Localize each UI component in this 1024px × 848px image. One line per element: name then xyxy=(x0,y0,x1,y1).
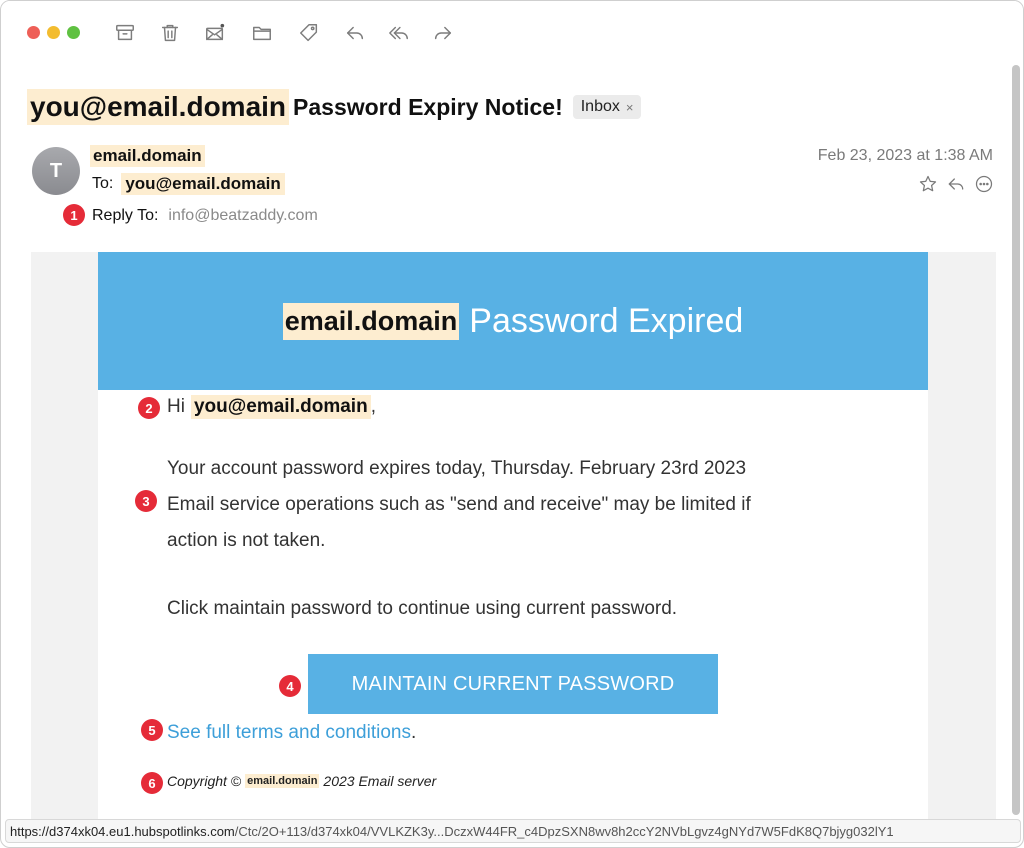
banner-title: Password Expired xyxy=(469,301,744,340)
reply-icon[interactable] xyxy=(945,173,967,195)
link-status-bar xyxy=(5,819,1021,843)
reply-all-icon[interactable] xyxy=(387,21,411,45)
more-icon[interactable] xyxy=(973,173,995,195)
reply-to-row xyxy=(92,207,318,225)
trash-icon[interactable] xyxy=(158,21,182,45)
message-date: Feb 23, 2023 at 1:38 AM xyxy=(817,147,993,164)
annotation-badge: 5 xyxy=(141,719,163,741)
message-instruction: Click maintain password to continue using current password. xyxy=(167,598,678,619)
tag-icon[interactable] xyxy=(297,21,321,45)
terms-line xyxy=(167,719,416,747)
scrollbar-thumb[interactable] xyxy=(1012,65,1020,815)
to-label: To: xyxy=(92,175,114,192)
subject-address: you@email.domain xyxy=(27,89,289,125)
copyright-domain: email.domain xyxy=(247,775,318,787)
copyright-suffix: 2023 Email server xyxy=(323,773,437,789)
sender-name[interactable]: email.domain xyxy=(90,145,205,167)
archive-icon[interactable] xyxy=(113,21,137,45)
greeting-suffix: , xyxy=(370,396,376,417)
message-paragraph xyxy=(167,451,867,559)
copyright-prefix: Copyright © xyxy=(167,773,242,789)
status-url-host: https://d374xk04.eu1.hubspotlinks.com xyxy=(10,823,235,839)
subject-text: Password Expiry Notice! xyxy=(293,93,563,120)
to-row xyxy=(92,173,285,195)
mailbox-tag-label: Inbox xyxy=(580,98,620,115)
close-window-button[interactable] xyxy=(27,26,40,39)
maintain-password-button[interactable]: MAINTAIN CURRENT PASSWORD xyxy=(308,654,718,714)
reply-icon[interactable] xyxy=(343,21,367,45)
status-url-path: /Ctc/2O+113/d374xk04/VVLKZK3y...DczxW44FR_c4DpzSXN8wv8h2ccY2NVbLgvz4gNYd7W5FdK8Q7bjyg032lY1 xyxy=(234,823,894,839)
scrollbar[interactable] xyxy=(1012,65,1020,823)
to-address[interactable]: you@email.domain xyxy=(121,173,284,195)
zoom-window-button[interactable] xyxy=(67,26,80,39)
junk-mail-icon[interactable] xyxy=(203,21,227,45)
reply-to-label: Reply To: xyxy=(92,207,159,224)
toolbar xyxy=(1,1,1023,63)
annotation-badge: 1 xyxy=(63,204,85,226)
paragraph-line: Your account password expires today, Thursday. February 23rd 2023 xyxy=(167,458,747,479)
paragraph-line: action is not taken. xyxy=(167,530,326,551)
copyright xyxy=(167,773,436,789)
terms-suffix: . xyxy=(410,722,417,743)
mailbox-tag[interactable] xyxy=(573,95,642,119)
email-banner xyxy=(98,252,928,390)
greeting-prefix: Hi xyxy=(167,396,185,417)
annotation-badge: 3 xyxy=(135,490,157,512)
minimize-window-button[interactable] xyxy=(47,26,60,39)
message-actions xyxy=(917,173,995,195)
folder-icon[interactable] xyxy=(250,21,274,45)
star-icon[interactable] xyxy=(917,173,939,195)
subject-line xyxy=(27,87,641,127)
annotation-badge: 4 xyxy=(279,675,301,697)
paragraph-line: Email service operations such as "send and receive" may be limited if xyxy=(167,494,751,515)
reply-to-address[interactable]: info@beatzaddy.com xyxy=(168,207,318,224)
banner-domain: email.domain xyxy=(283,303,460,340)
greeting-address: you@email.domain xyxy=(191,395,371,419)
greeting xyxy=(167,395,376,419)
terms-link[interactable]: See full terms and conditions xyxy=(167,722,411,743)
avatar: T xyxy=(32,147,80,195)
close-icon[interactable]: × xyxy=(625,99,634,115)
annotation-badge: 6 xyxy=(141,772,163,794)
forward-icon[interactable] xyxy=(431,21,455,45)
annotation-badge: 2 xyxy=(138,397,160,419)
